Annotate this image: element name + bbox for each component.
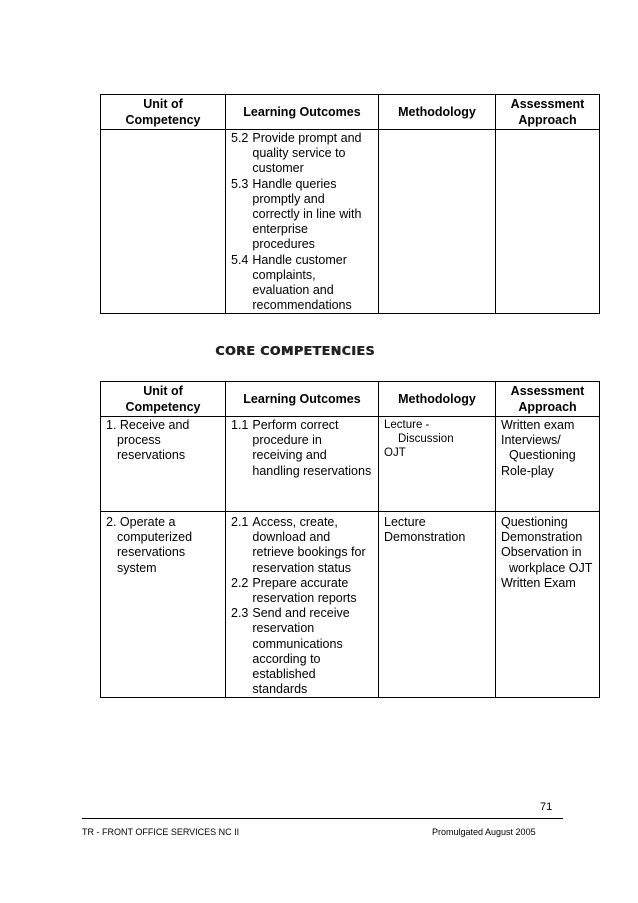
assessment-line: Written exam <box>501 418 575 432</box>
header-methodology: Methodology <box>379 382 496 417</box>
outcome-number: 5.2 <box>231 131 249 145</box>
footer-divider <box>82 818 563 819</box>
header-assessment-line-1: Assessment <box>510 384 585 398</box>
unit-text: 2. Operate a computerized reservations system <box>106 515 193 575</box>
header-assessment-approach <box>496 95 600 130</box>
assessment-line: Questioning <box>501 515 568 529</box>
unit-cell <box>101 512 226 698</box>
outcome-text: Handle customer complaints, evaluation and recommendations <box>252 252 352 313</box>
methodology-cell <box>379 417 496 512</box>
header-learning-outcomes: Learning Outcomes <box>226 382 379 417</box>
header-unit-of-competency <box>101 382 226 417</box>
assessment-line: Interviews/ <box>501 433 561 448</box>
header-assessment-line-1: Assessment <box>510 97 585 111</box>
outcome-text: Send and receive reservation communications according to established standards <box>252 606 350 697</box>
header-unit-line-2: Competency <box>125 113 201 127</box>
outcome-number: 2.3 <box>231 606 249 621</box>
header-assessment-line-2: Approach <box>518 400 577 414</box>
footer-document-title: TR - FRONT OFFICE SERVICES NC II <box>82 827 240 837</box>
header-learning-outcomes: Learning Outcomes <box>226 95 379 130</box>
outcome-number: 2.2 <box>231 575 249 590</box>
header-unit-line-1: Unit of <box>143 97 183 111</box>
unit-cell <box>101 130 226 314</box>
outcome-number: 5.3 <box>231 176 249 191</box>
outcome-item <box>231 576 373 606</box>
assessment-line: Role-play <box>501 463 554 478</box>
outcome-text: Provide prompt and quality service to customer <box>252 131 362 176</box>
outcomes-cell <box>226 130 379 314</box>
assessment-line: Questioning <box>509 448 576 463</box>
outcome-item <box>231 606 373 697</box>
outcome-item <box>231 253 373 314</box>
header-row <box>101 382 600 417</box>
assessment-cell <box>496 417 600 512</box>
header-row <box>101 95 600 130</box>
outcome-text: Handle queries promptly and correctly in line with enterprise procedures <box>252 176 362 252</box>
header-assessment-line-2: Approach <box>518 113 577 127</box>
section-title: CORE COMPETENCIES <box>215 343 375 358</box>
outcome-item <box>231 177 373 253</box>
outcomes-cell <box>226 417 379 512</box>
assessment-line: Observation in <box>501 545 582 560</box>
outcomes-cell <box>226 512 379 698</box>
outcome-number: 2.1 <box>231 515 249 529</box>
methodology-line: Lecture <box>384 515 426 529</box>
header-unit-of-competency <box>101 95 226 130</box>
methodology-line: Lecture - <box>384 419 430 431</box>
assessment-line: Demonstration <box>501 530 583 545</box>
methodology-line: OJT <box>384 447 406 459</box>
table-row <box>101 512 600 698</box>
methodology-cell <box>379 130 496 314</box>
competency-table-continued <box>100 94 600 314</box>
table-row <box>101 130 600 314</box>
outcome-item <box>231 515 373 576</box>
footer-promulgation-date: Promulgated August 2005 <box>432 827 536 837</box>
outcome-item <box>231 131 373 177</box>
header-assessment-approach <box>496 382 600 417</box>
unit-text: 1. Receive and process reservations <box>106 418 190 463</box>
assessment-cell <box>496 130 600 314</box>
outcome-number: 1.1 <box>231 418 249 432</box>
table-row <box>101 417 600 512</box>
outcome-text: Prepare accurate reservation reports <box>252 575 357 606</box>
assessment-line: workplace OJT <box>509 560 593 575</box>
assessment-cell <box>496 512 600 698</box>
page-number: 71 <box>540 801 553 813</box>
assessment-line: Written Exam <box>501 575 576 590</box>
methodology-cell <box>379 512 496 698</box>
unit-cell <box>101 417 226 512</box>
header-unit-line-1: Unit of <box>143 384 183 398</box>
outcome-text: Perform correct procedure in receiving and handling reservations <box>252 418 372 478</box>
core-competencies-table <box>100 381 600 698</box>
outcome-text: Access, create, download and retrieve bookings for reservation status <box>252 515 366 575</box>
methodology-line: Demonstration <box>384 530 466 545</box>
outcome-item <box>231 418 373 479</box>
outcome-number: 5.4 <box>231 252 249 267</box>
header-unit-line-2: Competency <box>125 400 201 414</box>
header-methodology: Methodology <box>379 95 496 130</box>
methodology-line: Discussion <box>398 433 454 445</box>
